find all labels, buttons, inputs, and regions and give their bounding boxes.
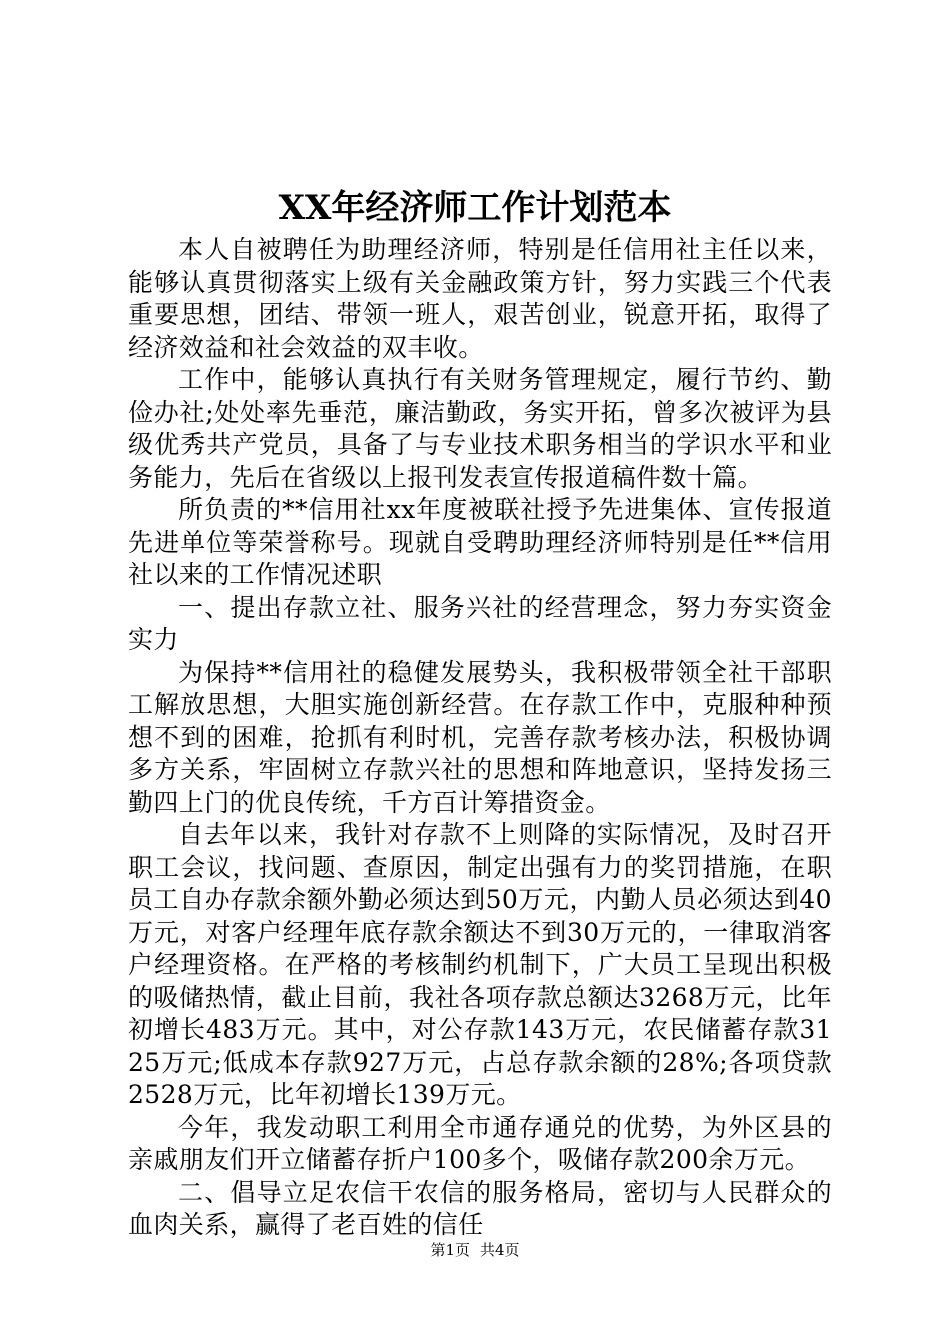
section-heading: 二、倡导立足农信干农信的服务格局，密切与人民群众的血肉关系，赢得了老百姓的信任	[128, 1177, 832, 1239]
paragraph: 工作中，能够认真执行有关财务管理规定，履行节约、勤俭办社;处处率先垂范，廉洁勤政，务实开拓，曾多次被评为县级优秀共产党员，具备了与专业技术职务相当的学识水平和业务能力，先后在省级以上报刊发表宣传报道稿件数十篇。	[128, 365, 832, 492]
paragraph: 今年，我发动职工利用全市通存通兑的优势，为外区县的亲戚朋友们开立储蓄存折户100多个，吸储存款200余万元。	[128, 1112, 832, 1174]
page-footer	[0, 1240, 950, 1260]
paragraph: 自去年以来，我针对存款不上则降的实际情况，及时召开职工会议，找问题、查原因，制定出强有力的奖罚措施，在职员工自办存款余额外勤必须达到50万元，内勤人员必须达到40万元，对客户经理年底存款余额达不到30万元的，一律取消客户经理资格。在严格的考核制约机制下，广大员工呈现出积极的吸储热情，截止目前，我社各项存款总额达3268万元，比年初增长483万元。其中，对公存款143万元，农民储蓄存款3125万元;低成本存款927万元，占总存款余额的28%;各项贷款2528万元，比年初增长139万元。	[128, 820, 832, 1109]
page-number: 第1页	[430, 1241, 470, 1259]
paragraph: 所负责的**信用社xx年度被联社授予先进集体、宣传报道先进单位等荣誉称号。现就自受聘助理经济师特别是任**信用社以来的工作情况述职	[128, 495, 832, 589]
page-total: 共4页	[480, 1241, 520, 1259]
document-body	[128, 234, 832, 1242]
paragraph: 本人自被聘任为助理经济师，特别是任信用社主任以来，能够认真贯彻落实上级有关金融政策方针，努力实践三个代表重要思想，团结、带领一班人，艰苦创业，锐意开拓，取得了经济效益和社会效益的双丰收。	[128, 235, 832, 362]
document-title: XX年经济师工作计划范本	[278, 188, 672, 228]
section-heading: 一、提出存款立社、服务兴社的经营理念，努力夯实资金实力	[128, 592, 832, 654]
paragraph: 为保持**信用社的稳健发展势头，我积极带领全社干部职工解放思想，大胆实施创新经营。在存款工作中，克服种种预想不到的困难，抢抓有利时机，完善存款考核办法，积极协调多方关系，牢固树立存款兴社的思想和阵地意识，坚持发扬三勤四上门的优良传统，千方百计筹措资金。	[128, 657, 832, 817]
